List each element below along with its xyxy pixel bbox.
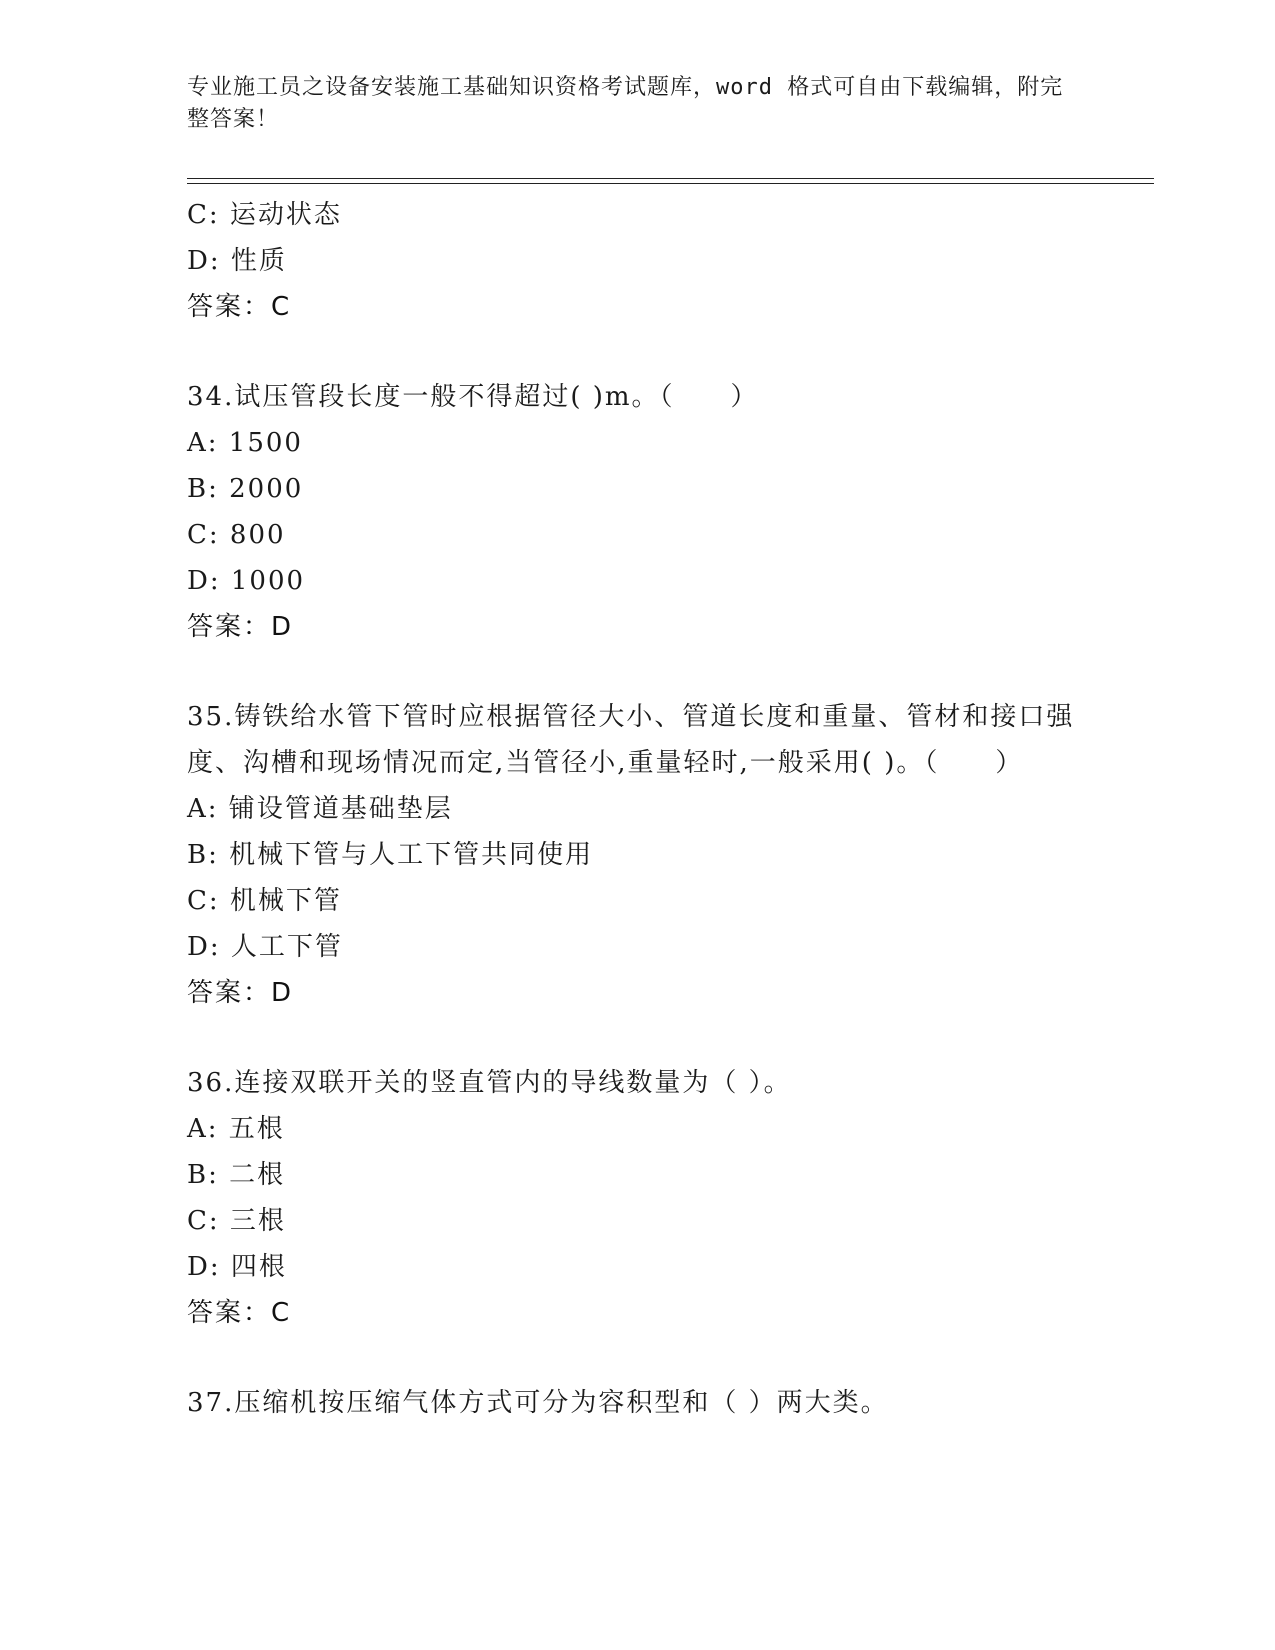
option-c: C: 机械下管 bbox=[187, 886, 342, 916]
option-d: D: 人工下管 bbox=[187, 932, 343, 962]
option-b: B: 2000 bbox=[187, 474, 304, 504]
question-stem: 36.连接双联开关的竖直管内的导线数量为（ ）。 bbox=[187, 1068, 792, 1098]
question-34 bbox=[187, 374, 1117, 650]
document-header bbox=[187, 72, 1067, 136]
question-continued bbox=[187, 192, 1117, 330]
option-c: C: 800 bbox=[187, 520, 286, 550]
header-rule-top bbox=[187, 178, 1154, 179]
option-a: A: 铺设管道基础垫层 bbox=[187, 794, 453, 824]
question-stem: 37.压缩机按压缩气体方式可分为容积型和（ ）两大类。 bbox=[187, 1388, 889, 1418]
answer-line: 答案：C bbox=[187, 292, 292, 322]
answer-line: 答案：C bbox=[187, 1298, 292, 1328]
header-text: 专业施工员之设备安装施工基础知识资格考试题库，word 格式可自由下载编辑，附完整答案！ bbox=[187, 75, 1064, 132]
option-d: D: 四根 bbox=[187, 1252, 287, 1282]
option-b: B: 二根 bbox=[187, 1160, 286, 1190]
option-d: D: 性质 bbox=[187, 246, 287, 276]
option-d: D: 1000 bbox=[187, 566, 306, 596]
option-c: C: 三根 bbox=[187, 1206, 286, 1236]
answer-line: 答案：D bbox=[187, 612, 294, 642]
answer-line: 答案：D bbox=[187, 978, 294, 1008]
question-37 bbox=[187, 1380, 1117, 1426]
option-a: A: 1500 bbox=[187, 428, 303, 458]
question-35 bbox=[187, 694, 1117, 1016]
question-list bbox=[187, 192, 1117, 1426]
option-a: A: 五根 bbox=[187, 1114, 285, 1144]
option-c: C: 运动状态 bbox=[187, 200, 342, 230]
question-stem: 35.铸铁给水管下管时应根据管径大小、管道长度和重量、管材和接口强度、沟槽和现场情况而定,当管径小,重量轻时,一般采用( )。（ ） bbox=[187, 702, 1075, 778]
question-stem: 34.试压管段长度一般不得超过( )m。（ ） bbox=[187, 382, 759, 412]
option-b: B: 机械下管与人工下管共同使用 bbox=[187, 840, 594, 870]
question-36 bbox=[187, 1060, 1117, 1336]
header-rule-bottom bbox=[187, 183, 1154, 184]
